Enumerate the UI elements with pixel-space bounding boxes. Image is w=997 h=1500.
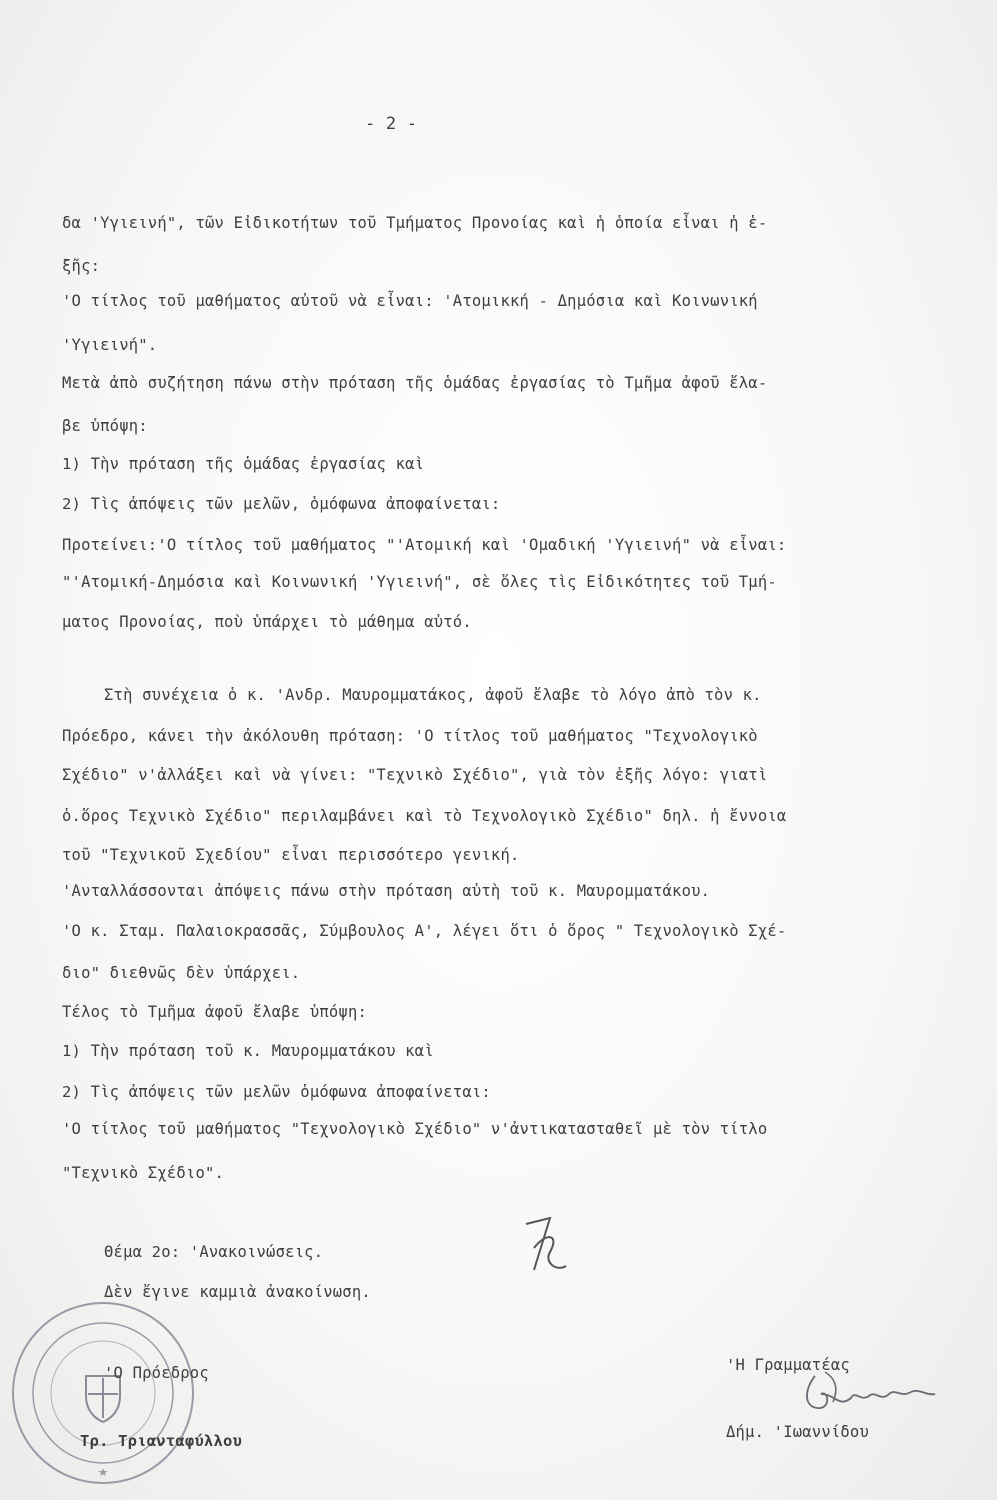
text-line: τοῦ "Τεχνικοῦ Σχεδίου" εἶναι περισσότερο γενική. <box>62 846 520 864</box>
official-seal <box>8 1298 198 1488</box>
text-line: "Τεχνικὸ Σχέδιο". <box>62 1164 225 1182</box>
text-line: βε ὑπόψη: <box>62 417 148 435</box>
text-line: Στὴ συνέχεια ὁ κ. 'Ανδρ. Μαυρομματάκος, ἀφοῦ ἔλαβε τὸ λόγο ἀπὸ τὸν κ. <box>104 686 762 704</box>
text-line: Προτείνει:'Ο τίτλος τοῦ μαθήματος "'Ατομική καὶ 'Ομαδική 'Υγιεινή" νὰ εἶναι: <box>62 536 787 554</box>
text-line: Τέλος τὸ Τμῆμα ἀφοῦ ἔλαβε ὑπόψη: <box>62 1003 368 1021</box>
text-line: Σχέδιο" ν'ἀλλάξει καὶ νὰ γίνει: "Τεχνικὸ Σχέδιο", γιὰ τὸν ἑξῆς λόγο: γιατὶ <box>62 766 768 784</box>
signatory-title-left: 'Ο Πρόεδρος <box>104 1364 209 1382</box>
text-line: 'Ανταλλάσσονται ἀπόψεις πάνω στὴν πρόταση αὐτὴ τοῦ κ. Μαυρομματάκου. <box>62 882 711 900</box>
signatory-name-right: Δήμ. 'Ιωαννίδου <box>726 1423 869 1441</box>
signatory-name-left: Τρ. Τριανταφύλλου <box>80 1432 243 1450</box>
text-line: ὁ.ὅρος Τεχνικὸ Σχέδιο" περιλαμβάνει καὶ τὸ Τεχνολογικὸ Σχέδιο" δηλ. ἡ ἔννοια <box>62 807 787 825</box>
text-line: ματος Προνοίας, ποὺ ὑπάρχει τὸ μάθημα αὐτό. <box>62 613 472 631</box>
page-number: - 2 - <box>365 114 418 134</box>
text-line: "'Ατομική-Δημόσια καὶ Κοινωνική 'Υγιεινή", σὲ ὅλες τὶς Εἰδικότητες τοῦ Τμή- <box>62 573 777 591</box>
text-line: Μετὰ ἀπὸ συζήτηση πάνω στὴν πρόταση τῆς ὁμάδας ἐργασίας τὸ Τμῆμα ἀφοῦ ἔλα- <box>62 374 768 392</box>
text-line: 'Ο κ. Σταμ. Παλαιοκρασσᾶς, Σύμβουλος Α', λέγει ὅτι ὁ ὅρος " Τεχνολογικὸ Σχέ- <box>62 922 787 940</box>
text-line: 'Ο τίτλος τοῦ μαθήματος αὐτοῦ νὰ εἶναι: 'Ατομικκή - Δημόσια καὶ Κοινωνική <box>62 292 758 310</box>
text-line: ξῆς: <box>62 257 101 275</box>
handwritten-signature <box>795 1368 945 1418</box>
text-line: Πρόεδρο, κάνει τὴν ἀκόλουθη πρόταση: 'Ο τίτλος τοῦ μαθήματος "Τεχνολογικὸ <box>62 727 758 745</box>
text-line: 'Ο τίτλος τοῦ μαθήματος "Τεχνολογικὸ Σχέδιο" ν'ἀντικατασταθεῖ μὲ τὸν τίτλο <box>62 1120 768 1138</box>
text-line: δα 'Υγιεινή", τῶν Εἰδικοτήτων τοῦ Τμήματος Προνοίας καὶ ἡ ὁποία εἶναι ἡ ἑ- <box>62 214 768 232</box>
text-line: 'Υγιεινή". <box>62 336 158 354</box>
signatory-title-right: 'Η Γραμματέας <box>726 1356 850 1374</box>
list-item: 2) Τὶς ἀπόψεις τῶν μελῶν, ὁμόφωνα ἀποφαίνεται: <box>62 495 501 513</box>
list-item: 1) Τὴν πρόταση τῆς ὁμάδας ἐργασίας καὶ <box>62 455 425 473</box>
text-line: Δὲν ἔγινε καμμιὰ ἀνακοίνωση. <box>104 1283 371 1301</box>
initials-mark <box>520 1212 570 1282</box>
list-item: 2) Τὶς ἀπόψεις τῶν μελῶν ὁμόφωνα ἀποφαίνεται: <box>62 1083 491 1101</box>
list-item: 1) Τὴν πρόταση τοῦ κ. Μαυρομματάκου καὶ <box>62 1042 434 1060</box>
text-line: διο" διεθνῶς δὲν ὑπάρχει. <box>62 964 301 982</box>
agenda-item: Θέμα 2ο: 'Ανακοινώσεις. <box>104 1243 324 1261</box>
